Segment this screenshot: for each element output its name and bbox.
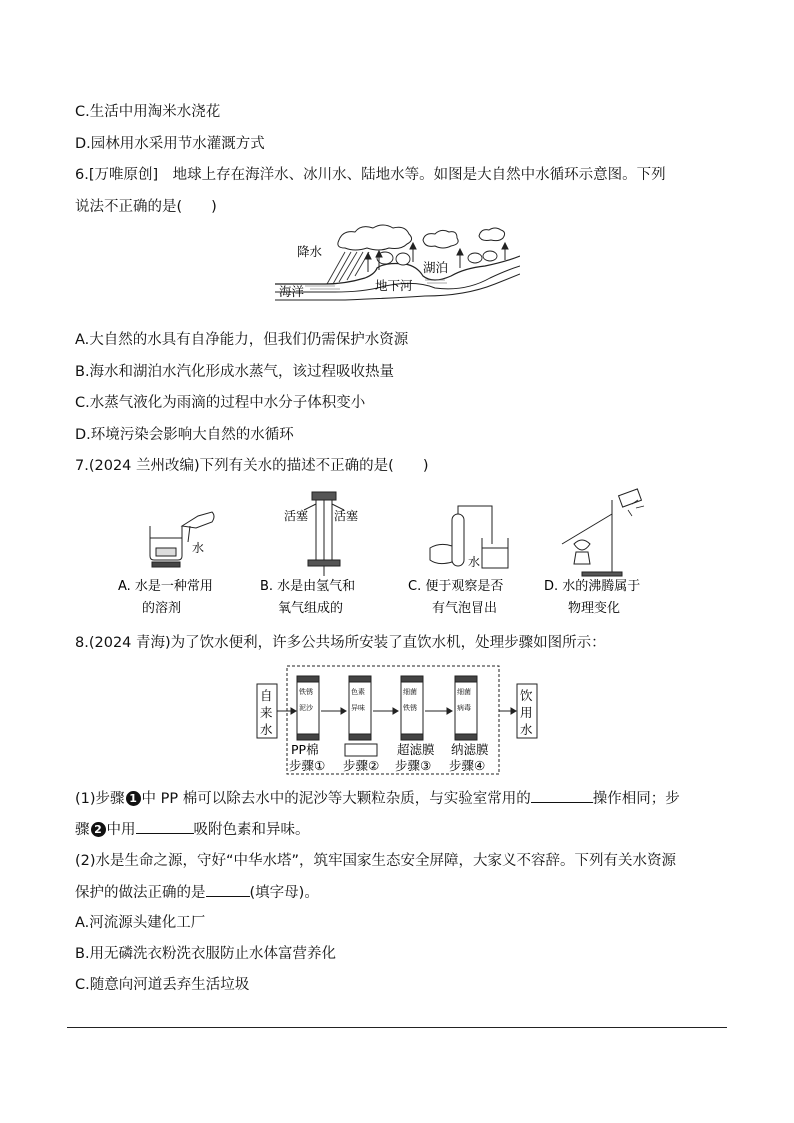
- step2-material-blank: [345, 744, 377, 756]
- target-char-2: 用: [520, 705, 533, 720]
- fig-c-water: 水: [468, 555, 481, 569]
- q6-option-b: B.海水和湖泊水汽化形成水蒸气，该过程吸收热量: [75, 364, 395, 380]
- water-purifier-figure: [255, 664, 550, 776]
- q5-option-d: D.园林用水采用节水灌溉方式: [75, 136, 265, 152]
- q7-figures: [112, 486, 672, 620]
- fig-b-caption-2: 氧气组成的: [278, 601, 344, 616]
- q6-option-a: A.大自然的水具有自净能力，但我们仍需保护水资源: [75, 332, 409, 348]
- answer-blank-3[interactable]: [206, 882, 250, 897]
- q5-option-c: C.生活中用淘米水浇花: [75, 104, 221, 120]
- q6-stem-line1: 6.[万唯原创] 地球上存在海洋水、冰川水、陆地水等。如图是大自然中水循环示意图。下列: [75, 167, 666, 183]
- figure-b-electrolysis: [304, 492, 344, 576]
- figure-d-boiling: [562, 489, 644, 576]
- fig-d-caption-1: D. 水的沸腾属于: [544, 579, 641, 594]
- step2-label: 步骤②: [343, 758, 380, 773]
- q8-stem: 8.(2024 青海)为了饮水便利，许多公共场所安装了直饮水机，处理步骤如图所示：: [75, 635, 606, 651]
- step4-top: 细菌: [457, 688, 471, 696]
- q8-part1-line1: (1)步骤 1 中 PP 棉可以除去水中的泥沙等大颗粒杂质，与实验室常用的 操作相同；步: [75, 788, 680, 809]
- cloud-icon: [338, 225, 505, 250]
- step3-label: 步骤③: [395, 758, 432, 773]
- fig-c-caption-2: 有气泡冒出: [432, 601, 498, 616]
- target-char-3: 水: [520, 722, 533, 737]
- source-char-3: 水: [260, 722, 273, 737]
- q8-option-b: B.用无磷洗衣粉洗衣服防止水体富营养化: [75, 946, 337, 962]
- q8-part2-line2: 保护的做法正确的是 (填字母)。: [75, 882, 319, 903]
- step1-top: 铁锈: [299, 688, 313, 696]
- step3-mid: 铁锈: [403, 704, 417, 712]
- fig-b-caption-1: B. 水是由氢气和: [260, 579, 356, 594]
- circled-number-2: 2: [91, 822, 106, 837]
- footer-divider: [67, 1027, 727, 1028]
- fig-a-water: 水: [192, 541, 205, 555]
- q6-stem-line2: 说法不正确的是( ): [75, 199, 217, 215]
- q7-stem: 7.(2024 兰州改编)下列有关水的描述不正确的是( ): [75, 458, 429, 474]
- step3-top: 细菌: [403, 688, 417, 696]
- q8-option-a: A.河流源头建化工厂: [75, 915, 206, 931]
- step4-mid: 病毒: [457, 704, 471, 712]
- label-underground-river: 地下河: [375, 278, 413, 293]
- step2-mid: 异味: [351, 704, 365, 712]
- q6-option-d: D.环境污染会影响大自然的水循环: [75, 427, 294, 443]
- label-lake: 湖泊: [423, 260, 449, 275]
- q6-option-c: C.水蒸气液化为雨滴的过程中水分子体积变小: [75, 395, 366, 411]
- step1-label: 步骤①: [289, 758, 326, 773]
- fig-d-caption-2: 物理变化: [568, 601, 621, 616]
- source-char-1: 自: [260, 688, 273, 703]
- step1-mid: 泥沙: [299, 704, 313, 712]
- source-char-2: 来: [260, 705, 273, 720]
- fig-c-caption-1: C. 便于观察是否: [408, 579, 504, 594]
- label-ocean: 海洋: [279, 284, 305, 299]
- q8-part2-line1: (2)水是生命之源，守好“中华水塔”，筑牢国家生态安全屏障，大家义不容辞。下列有关水资源: [75, 853, 677, 869]
- target-char-1: 饮: [520, 688, 533, 703]
- fig-a-caption-2: 的溶剂: [142, 601, 182, 616]
- fig-a-caption-1: A. 水是一种常用: [118, 579, 213, 594]
- label-rain: 降水: [297, 244, 323, 259]
- fig-b-plug-right: 活塞: [334, 509, 359, 523]
- q8-part1-line2: 骤 2 中用 吸附色素和异味。: [75, 819, 310, 840]
- answer-blank-1[interactable]: [531, 788, 593, 803]
- step1-material: PP棉: [291, 742, 319, 757]
- circled-number-1: 1: [126, 791, 141, 806]
- q8-option-c: C.随意向河道丢弃生活垃圾: [75, 977, 250, 993]
- step2-top: 色素: [351, 688, 365, 696]
- step3-material: 超滤膜: [397, 742, 435, 757]
- water-cycle-figure: [275, 222, 520, 304]
- step4-label: 步骤④: [449, 758, 486, 773]
- fig-b-plug-left: 活塞: [284, 509, 309, 523]
- answer-blank-2[interactable]: [136, 819, 194, 834]
- figure-a-beaker: [150, 512, 214, 567]
- step4-material: 纳滤膜: [451, 742, 489, 757]
